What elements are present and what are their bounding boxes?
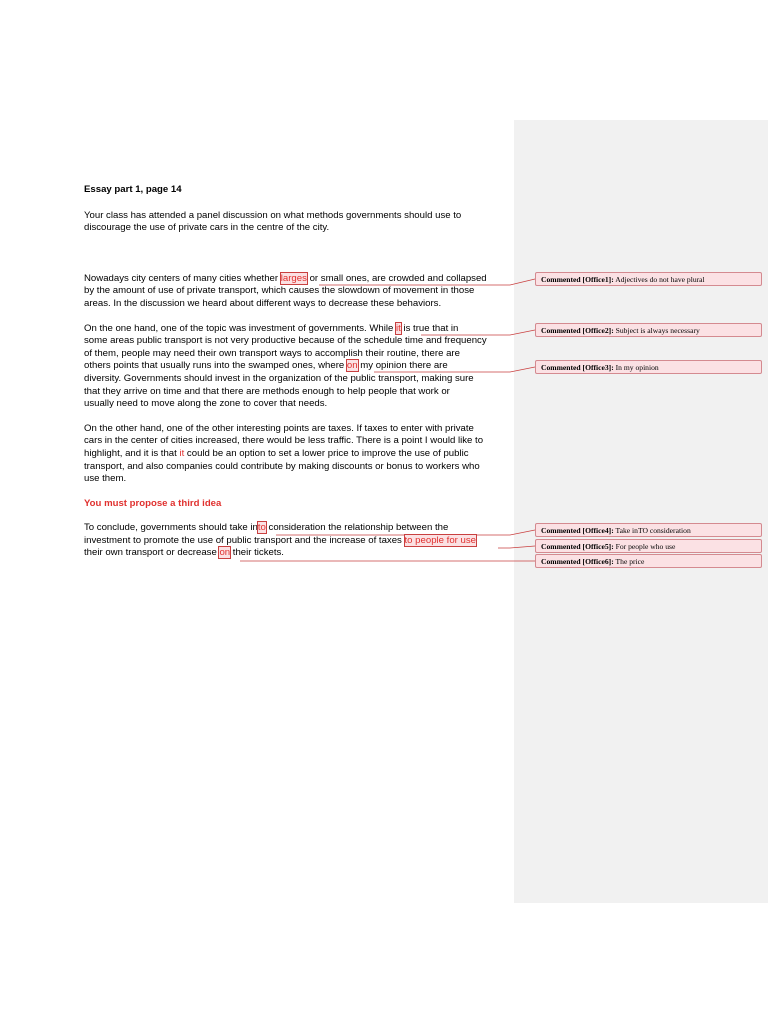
comment-balloon-6[interactable]: [535, 554, 762, 568]
paragraph-2-line: that they arrive on time and that there are methods enough to help people that work or: [84, 385, 450, 397]
commented-text-6[interactable]: on: [219, 547, 231, 559]
commented-text-4[interactable]: to: [257, 522, 266, 534]
text-run: others points that usually runs into the swamped ones, where: [84, 360, 347, 372]
paragraph-1-line: by the amount of use of private transport, which causes the slowdown of movement in those: [84, 285, 475, 297]
prompt-line: discourage the use of private cars in the centre of the city.: [84, 222, 330, 234]
commented-text-5[interactable]: to people for use: [404, 534, 476, 546]
paragraph-2: [84, 323, 504, 336]
comment-balloon-3[interactable]: [535, 360, 762, 374]
comment-balloon-2[interactable]: [535, 323, 762, 337]
text-run: their own transport or decrease: [84, 547, 220, 559]
paragraph-2-line: some areas public transport is not very productive because of the schedule time and frequency: [84, 335, 487, 347]
comment-text: Take inTO consideration: [613, 526, 691, 535]
paragraph-2-line: usually need to move along the zone to cover that needs.: [84, 398, 328, 410]
comment-text: Adjectives do not have plural: [613, 275, 705, 284]
comment-label: Commented [Office3]:: [541, 363, 614, 372]
text-run: my opinion there are: [357, 360, 448, 372]
paragraph-3-line: On the other hand, one of the other interesting points are taxes. If taxes to enter with private: [84, 422, 474, 434]
comment-label: Commented [Office4]:: [541, 526, 614, 535]
text-run: consideration the relationship between the: [265, 522, 449, 534]
comment-label: Commented [Office1]:: [541, 275, 614, 284]
paragraph-1: [84, 273, 504, 286]
text-run: is true that in: [400, 322, 459, 334]
comment-balloon-4[interactable]: [535, 523, 762, 537]
highlighted-word: it: [179, 447, 185, 459]
comment-label: Commented [Office6]:: [541, 557, 614, 566]
comment-label: Commented [Office2]:: [541, 326, 614, 335]
comment-text: Subject is always necessary: [613, 326, 700, 335]
paragraph-3-line: use them.: [84, 473, 127, 485]
text-run: To conclude, governments should take in: [84, 522, 258, 534]
text-run: On the one hand, one of the topic was investment of governments. While: [84, 322, 396, 334]
text-run: or small ones, are crowded and collapsed: [306, 272, 487, 284]
paragraph-1-line: areas. In the discussion we heard about different ways to decrease these behaviors.: [84, 297, 442, 309]
text-run: could be an option to set a lower price to improve the use of public: [184, 447, 469, 459]
text-run: highlight, and it is that: [84, 447, 180, 459]
text-run: their tickets.: [230, 547, 284, 559]
paragraph-4-line: [84, 535, 504, 548]
paragraph-2-line: of them, people may need their own transport ways to accomplish their routine, there are: [84, 347, 460, 359]
teacher-feedback: You must propose a third idea: [84, 497, 222, 509]
text-run: investment to promote the use of public transport and the increase of taxes: [84, 534, 405, 546]
essay-body: [84, 184, 504, 560]
paragraph-4-line: [84, 522, 504, 535]
comment-balloon-5[interactable]: [535, 539, 762, 553]
comment-text: The price: [613, 557, 645, 566]
commented-text-1[interactable]: larges: [280, 272, 307, 284]
commented-text-3[interactable]: on: [346, 360, 358, 372]
comment-text: For people who use: [613, 542, 676, 551]
commented-text-2[interactable]: it: [395, 322, 401, 334]
essay-heading: Essay part 1, page 14: [84, 184, 182, 195]
comment-margin-pane: [514, 120, 768, 903]
paragraph-2-line: [84, 360, 504, 373]
prompt-line: Your class has attended a panel discussion on what methods governments should use to: [84, 209, 462, 221]
comment-text: In my opinion: [613, 363, 659, 372]
paragraph-2-line: diversity. Governments should invest in the organization of the public transport, making sure: [84, 372, 474, 384]
text-run: Nowadays city centers of many cities whether: [84, 272, 281, 284]
paragraph-4-line: [84, 547, 504, 560]
comment-label: Commented [Office5]:: [541, 542, 614, 551]
paragraph-3-line: cars in the center of cities increased, there would be less traffic. There is a point I would like to: [84, 435, 484, 447]
comment-balloon-1[interactable]: [535, 272, 762, 286]
paragraph-3-line: transport, and also companies could contribute by making discounts or bonus to workers who: [84, 460, 480, 472]
paragraph-3-line: [84, 448, 504, 461]
